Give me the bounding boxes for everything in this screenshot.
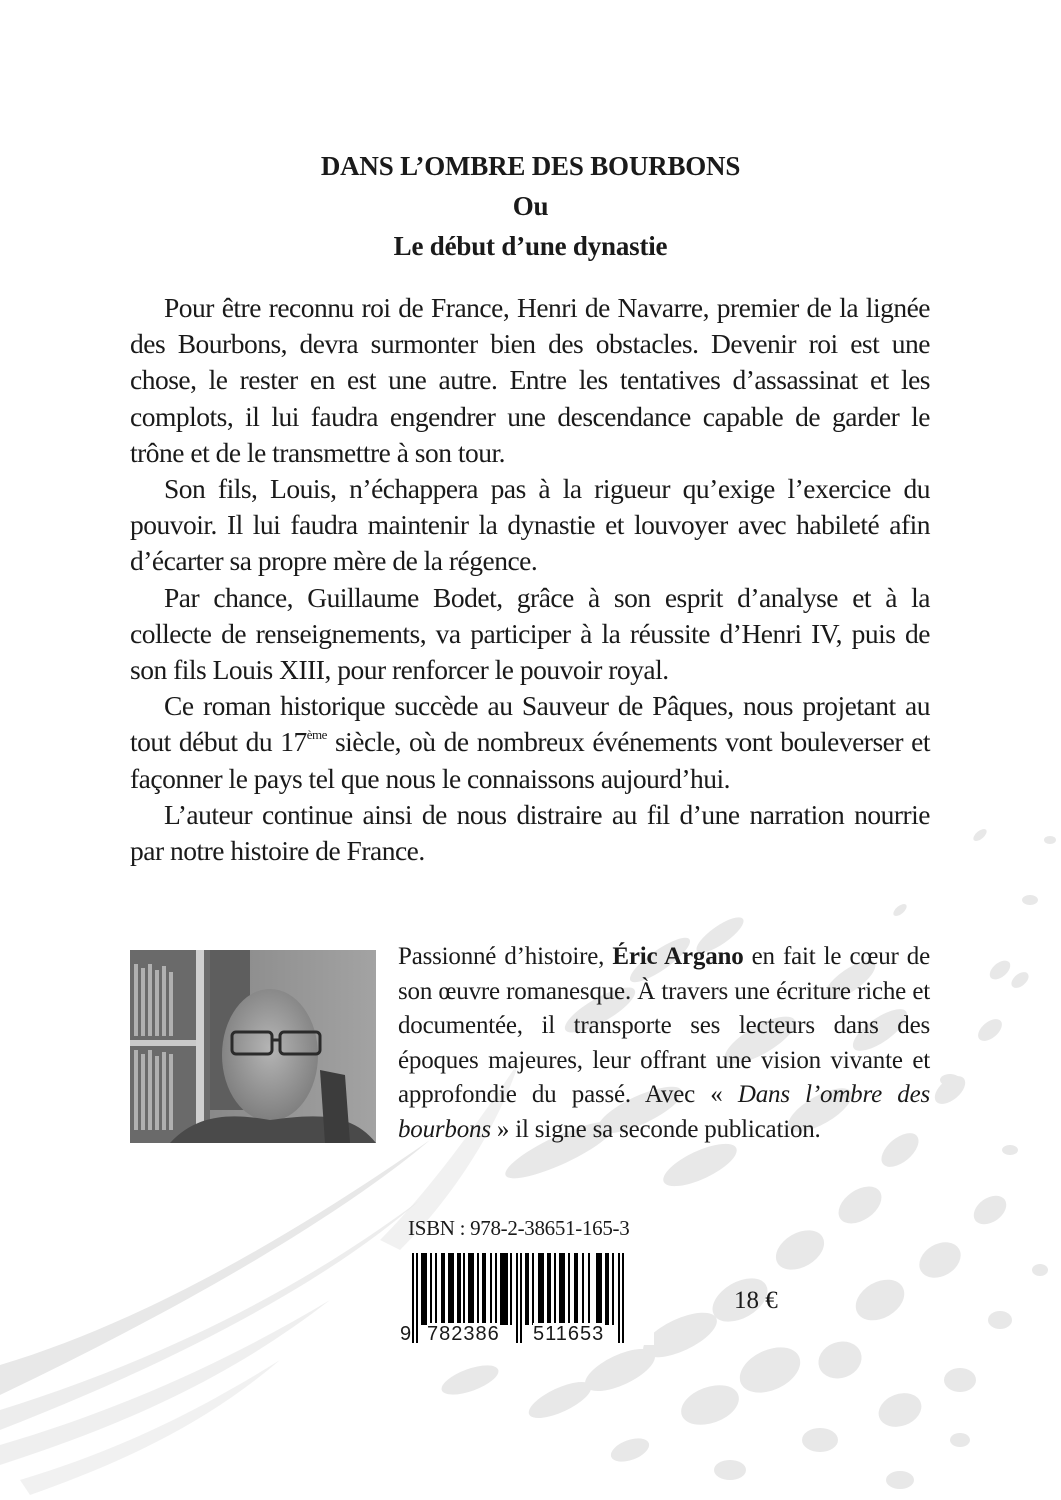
synopsis-paragraph: Ce roman historique succède au Sauveur de Pâques, nous projetant au tout début du 17ème siècle, où de nombreux événements vont bouleverser et façonner le pays tel que nous le connaissons aujourd’hui. [130, 690, 930, 794]
title-conjunction: Ou [512, 191, 549, 221]
book-title-italic: Dans l’ombre des bourbons [398, 1081, 930, 1143]
price: 18 € [734, 1287, 778, 1314]
author-portrait-image [130, 950, 376, 1143]
barcode-digits [400, 1323, 654, 1345]
synopsis-paragraph: Par chance, Guillaume Bodet, grâce à son esprit d’analyse et à la collecte de renseignements, va participer à la réussite d’Henri IV, puis de son fils Louis XIII, pour renforcer le pouvoir royal. [130, 581, 930, 686]
book-title: DANS L’OMBRE DES BOURBONS [320, 151, 741, 181]
synopsis [130, 290, 930, 869]
barcode-right-group: 511653 [533, 1323, 605, 1345]
isbn-label: ISBN : 978-2-38651-165-3 [408, 1216, 630, 1240]
isbn-barcode [400, 1253, 654, 1345]
synopsis-paragraph: Son fils, Louis, n’échappera pas à la rigueur qu’exige l’exercice du pouvoir. Il lui faudra maintenir la dynastie et louvoyer avec habileté afin d’écarter sa propre mère de la régence. [130, 473, 930, 577]
barcode-first-digit: 9 [400, 1323, 412, 1345]
book-title-block [0, 146, 1061, 266]
author-name: Éric Argano [612, 943, 744, 970]
synopsis-paragraph: L’auteur continue ainsi de nous distraire au fil d’une narration nourrie par notre histoire de France. [130, 798, 930, 867]
ordinal-superscript: ème [306, 727, 327, 743]
book-subtitle: Le début d’une dynastie [393, 231, 668, 261]
barcode-left-group: 782386 [427, 1323, 500, 1345]
author-photo [130, 950, 376, 1143]
author-bio: Passionné d’histoire, Éric Argano en fait le cœur de son œuvre romanesque. À travers une écriture riche et documentée, il transporte ses lecteurs dans des époques majeures, leur offrant une vision vivante et approfondie du passé. Avec « Dans l’ombre des bourbons » il signe sa seconde publication. [398, 943, 930, 1143]
synopsis-paragraph: Pour être reconnu roi de France, Henri de Navarre, premier de la lignée des Bourbons, devra surmonter bien des obstacles. Devenir roi est une chose, le rester en est une autre. Entre les tentatives d’assassinat et les complots, il lui faudra engendrer une descendance capable de garder le trône et de le transmettre à son tour. [130, 292, 930, 468]
